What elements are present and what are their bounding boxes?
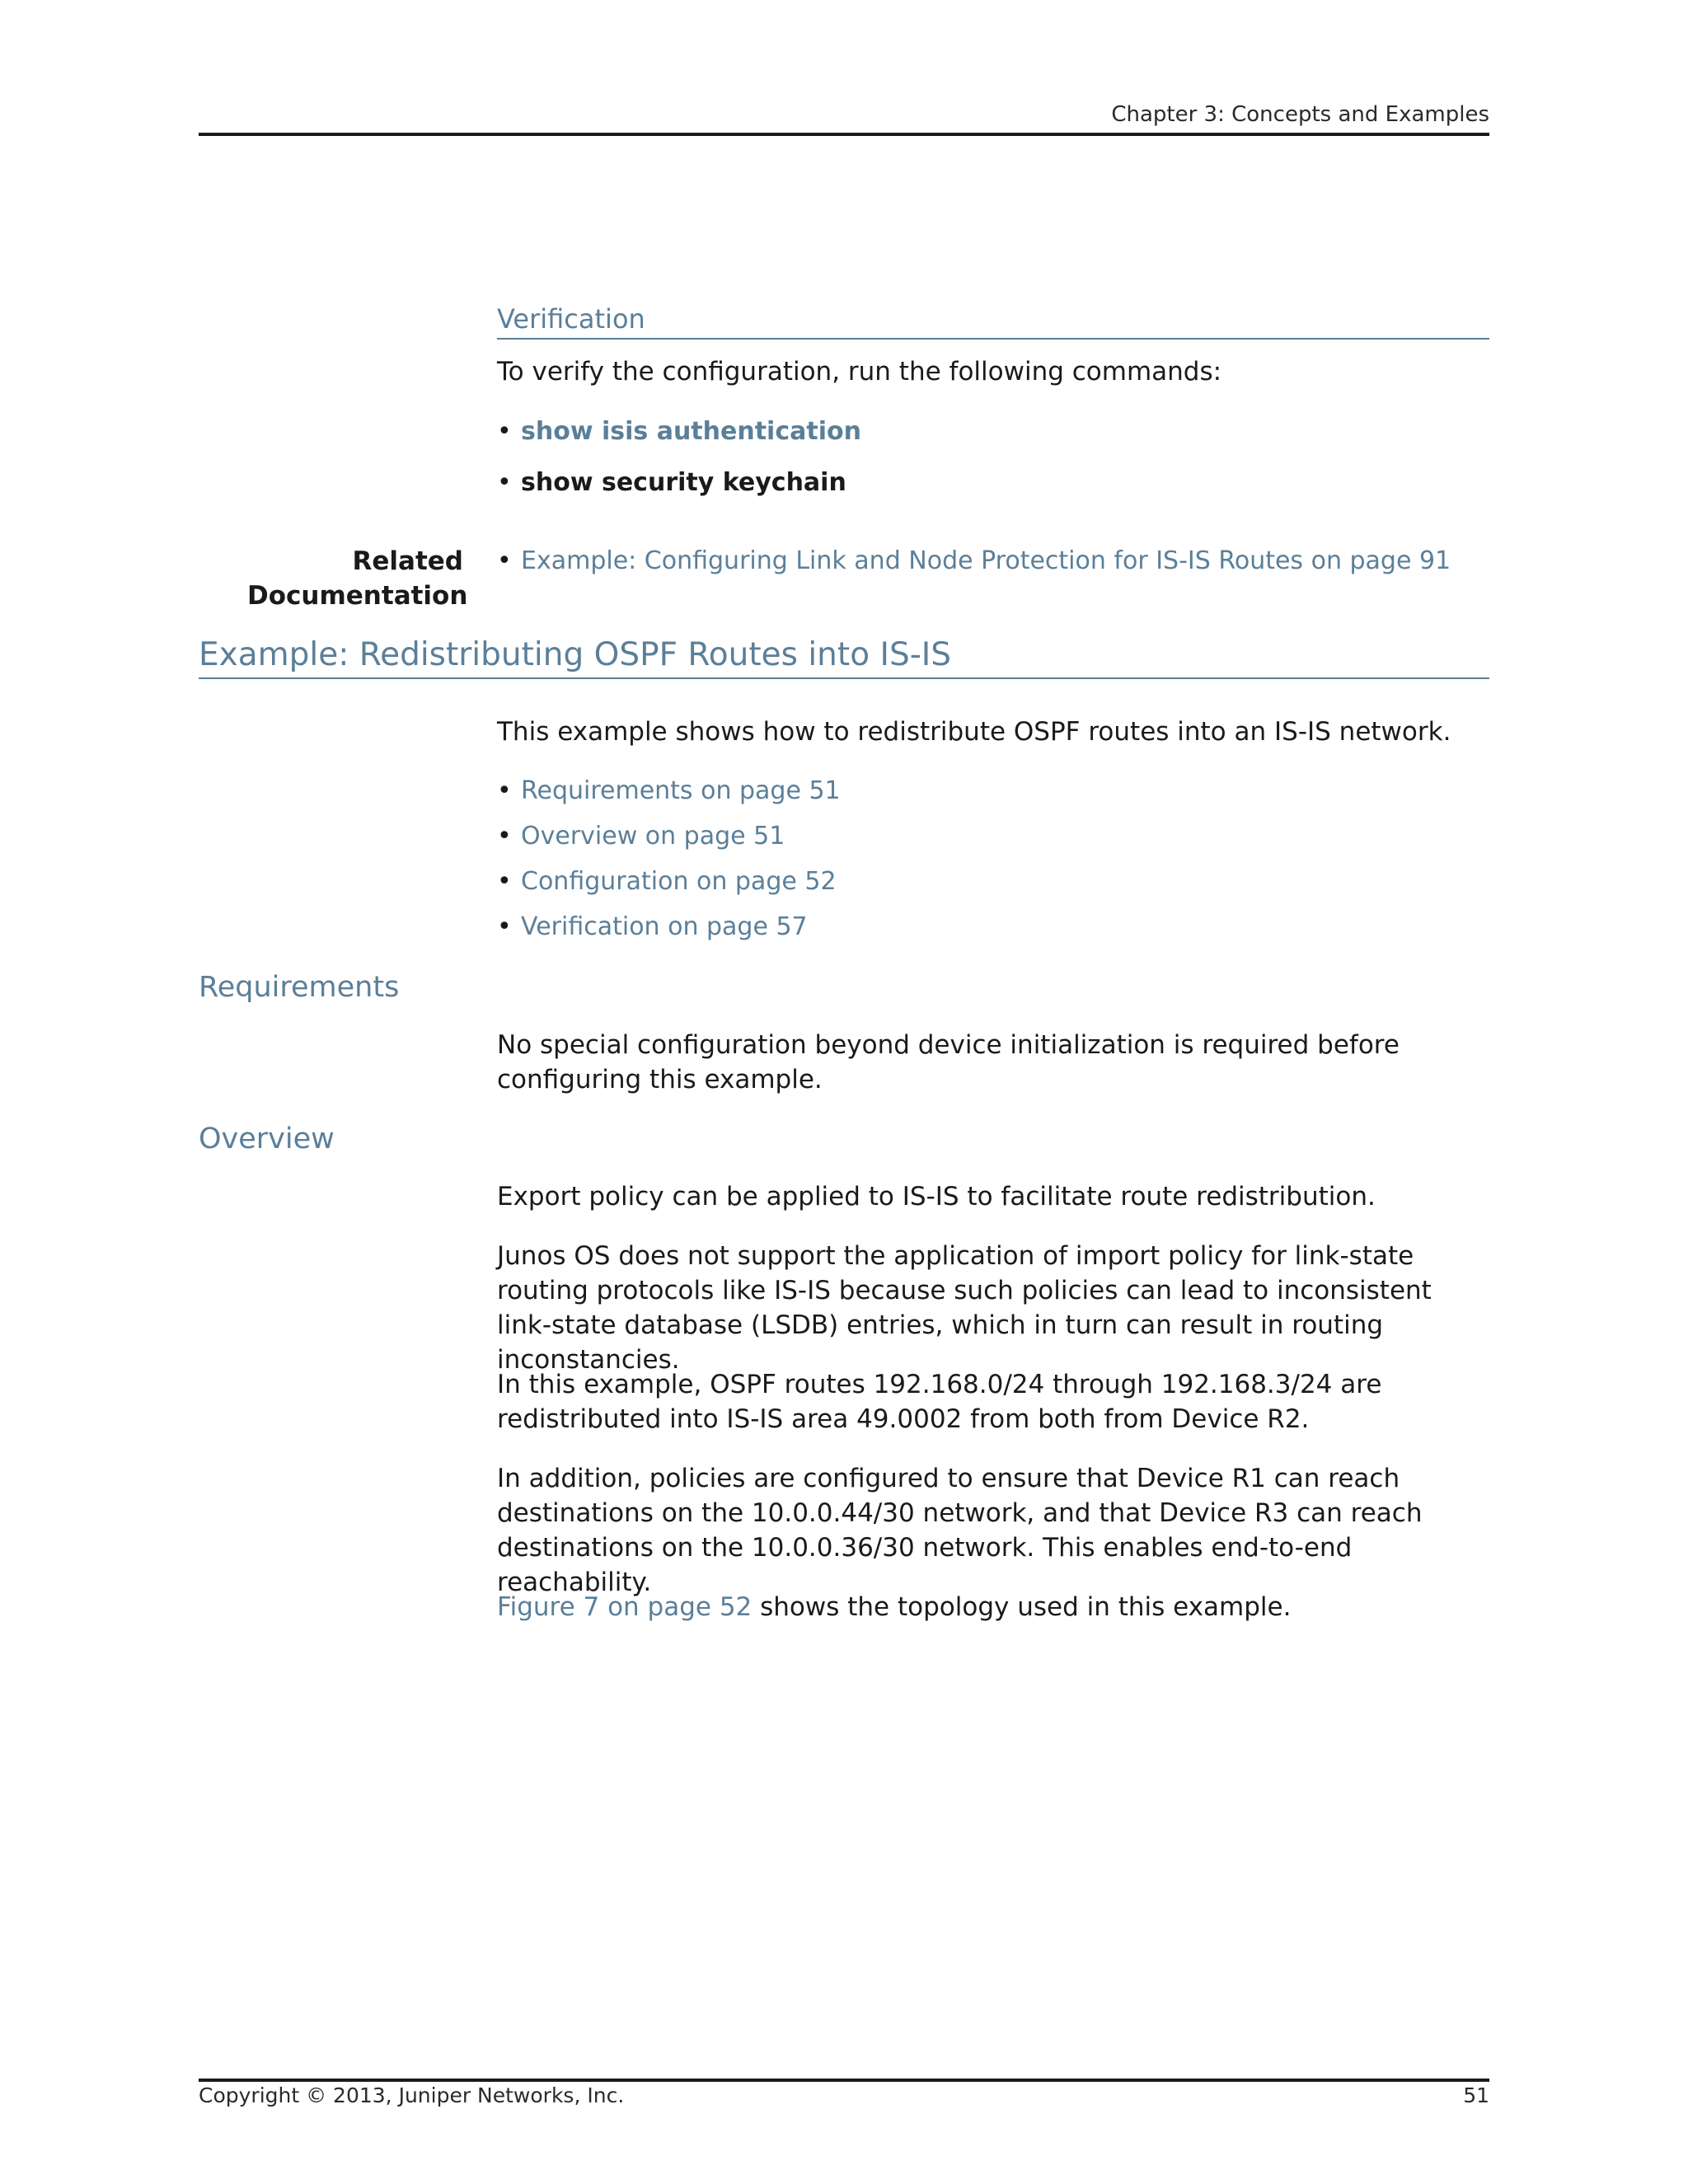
command-show-security-keychain: show security keychain <box>521 468 846 497</box>
list-item[interactable] <box>497 865 1156 898</box>
list-item <box>497 466 1321 499</box>
page-number: 51 <box>1463 2083 1489 2107</box>
verification-heading: Verification <box>497 303 645 335</box>
running-header: Chapter 3: Concepts and Examples <box>1111 102 1489 127</box>
requirements-text: No special configuration beyond device initialization is required before configuring this example. <box>497 1030 1400 1094</box>
verification-rule <box>497 338 1489 340</box>
section-intro: This example shows how to redistribute OSPF routes into an IS-IS network. <box>497 717 1451 747</box>
overview-heading: Overview <box>199 1122 335 1155</box>
related-link[interactable]: Example: Configuring Link and Node Protection for IS-IS Routes on page 91 <box>521 546 1451 575</box>
bullet-icon: • <box>497 776 512 805</box>
bullet-icon: • <box>497 912 512 941</box>
related-label-line1: Related <box>352 546 463 576</box>
section-title: Example: Redistributing OSPF Routes into IS-IS <box>199 636 952 673</box>
overview-paragraph-5 <box>497 1590 1489 1624</box>
figure-7-link[interactable]: Figure 7 on page 52 <box>497 1592 753 1622</box>
overview-paragraph-4: In addition, policies are configured to ensure that Device R1 can reach destinations on the 10.0.0.44/30 network, and that Device R3 can reach destinations on the 10.0.0.36/30 network. This enables end-to-end reachability. <box>497 1464 1423 1597</box>
requirements-heading: Requirements <box>199 971 400 1004</box>
overview-paragraph-3: In this example, OSPF routes 192.168.0/24 through 192.168.3/24 are redistributed into IS-IS area 49.0002 from both from Device R2. <box>497 1370 1382 1434</box>
list-item[interactable] <box>497 820 1156 853</box>
bullet-icon: • <box>497 546 512 575</box>
list-item[interactable] <box>497 545 1489 578</box>
section-rule <box>199 677 1489 679</box>
toc-link-verification[interactable]: Verification on page 57 <box>521 912 808 941</box>
header-rule <box>199 133 1489 136</box>
footer-rule <box>199 2079 1489 2082</box>
overview-paragraph-2: Junos OS does not support the application of import policy for link-state routing protocols like IS-IS because such policies can lead to inconsistent link-state database (LSDB) entries, which in turn can result in routing inconstancies. <box>497 1241 1432 1375</box>
bullet-icon: • <box>497 867 512 896</box>
overview-paragraph-1: Export policy can be applied to IS-IS to facilitate route redistribution. <box>497 1182 1376 1212</box>
list-item[interactable] <box>497 911 1156 944</box>
toc-link-configuration[interactable]: Configuration on page 52 <box>521 867 837 896</box>
related-label-line2: Documentation <box>247 581 468 611</box>
verification-intro: To verify the configuration, run the following commands: <box>497 357 1222 387</box>
toc-link-requirements[interactable]: Requirements on page 51 <box>521 776 841 805</box>
figure-reference-text: shows the topology used in this example. <box>752 1592 1292 1622</box>
bullet-icon: • <box>497 822 512 851</box>
footer-copyright: Copyright © 2013, Juniper Networks, Inc. <box>199 2083 625 2107</box>
bullet-icon: • <box>497 468 512 497</box>
related-documentation-label <box>247 544 468 613</box>
list-item[interactable] <box>497 415 1321 448</box>
toc-link-overview[interactable]: Overview on page 51 <box>521 822 785 851</box>
command-link-show-isis-authentication[interactable]: show isis authentication <box>521 417 861 446</box>
bullet-icon: • <box>497 417 512 446</box>
list-item[interactable] <box>497 775 1156 808</box>
